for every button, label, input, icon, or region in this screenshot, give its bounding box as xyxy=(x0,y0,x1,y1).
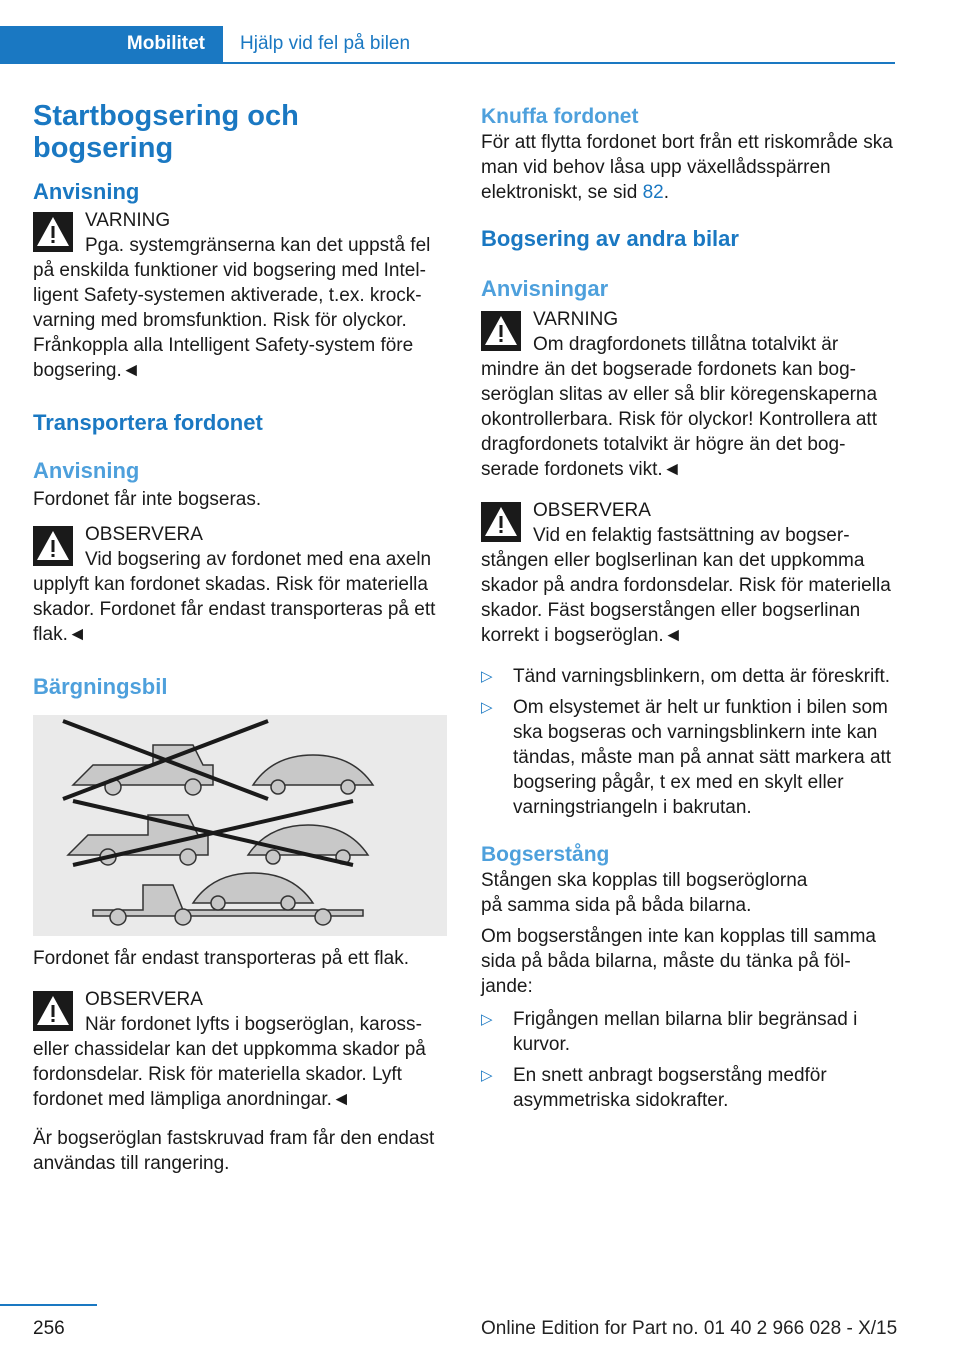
right-column xyxy=(481,104,895,1113)
caution-label: OBSERVERA xyxy=(533,500,651,521)
chapter-tab-bar xyxy=(0,26,895,64)
caution-block-3 xyxy=(481,498,895,648)
warning-triangle-icon xyxy=(481,502,521,542)
list-item xyxy=(481,1063,895,1113)
anvisningar-heading: Anvisningar xyxy=(481,276,609,301)
caution-label: OBSERVERA xyxy=(85,524,203,545)
warning-triangle-icon xyxy=(33,526,73,566)
warning-label: VARNING xyxy=(533,309,619,330)
bullet-list xyxy=(481,664,895,820)
knuffa-heading: Knuffa fordonet xyxy=(481,105,639,128)
caution-label: OBSERVERA xyxy=(85,989,203,1010)
bogserstang-text-2: Om bogserstången inte kan kopplas till samma sida på båda bilarna, måste du tänka på följande: xyxy=(481,926,876,997)
list-item xyxy=(481,664,895,689)
caution-block-2 xyxy=(33,987,447,1112)
warning-text: Pga. systemgränserna kan det uppstå fel på enskilda funktioner vid bogsering med Intelligent Safety-systemen aktiverade, t.ex. krockvarning med bromsfunktion. Risk för olyckor. Frånkoppla alla Intelligent Safety-system före bogsering.◄ xyxy=(33,235,431,381)
caution-block xyxy=(33,522,447,647)
anvisning-subheading: Anvisning xyxy=(33,458,140,483)
edition-note: Online Edition for Part no. 01 40 2 966 028 - X/15 xyxy=(481,1318,898,1339)
list-item-text: Tänd varningsblinkern, om detta är föreskrift. xyxy=(513,666,891,687)
list-item-text: Frigången mellan bilarna blir begränsad i kurvor. xyxy=(513,1009,858,1055)
transport-heading: Transportera fordonet xyxy=(33,410,263,435)
anvisning-heading: Anvisning xyxy=(33,179,140,204)
final-paragraph: Är bogseröglan fastskruvad fram får den endast användas till rangering. xyxy=(33,1128,435,1174)
bogserstang-heading: Bogserstång xyxy=(481,843,610,866)
triangle-bullet-icon: ▷ xyxy=(481,1011,493,1028)
triangle-bullet-icon: ▷ xyxy=(481,1067,493,1084)
knuffa-text-body: För att flytta fordonet bort från ett riskområde ska man vid behov låsa upp växellådsspärren elektroniskt, se sid xyxy=(481,132,893,203)
warning-triangle-icon xyxy=(33,991,73,1031)
warning-block-2 xyxy=(481,307,895,482)
warning-label: VARNING xyxy=(85,210,171,231)
caution-text: När fordonet lyfts i bogseröglan, karosseller chassidelar kan det uppkomma skador på fordonsdelar. Risk för materiella skador. Lyft fordonet med lämpliga anordningar.◄ xyxy=(33,1014,426,1110)
towing-illustration xyxy=(33,715,447,936)
warning-triangle-icon xyxy=(481,311,521,351)
knuffa-text-end: . xyxy=(663,182,669,203)
tow-truck-illustration xyxy=(33,715,447,936)
list-item-text: Om elsystemet är helt ur funktion i bilen som ska bogseras och varningsblinkern inte kan tändas, måste man på annat sätt markera att bogsering pågår, t ex med en skylt eller varningstriangeln i bakrutan. xyxy=(513,697,892,818)
bogsering-heading: Bogsering av andra bilar xyxy=(481,226,739,251)
bullet-list-2 xyxy=(481,1007,895,1113)
warning-block xyxy=(33,208,447,383)
caution-text: Vid bogsering av fordonet med ena axeln upplyft kan fordonet skadas. Risk för materiella skador. Fordonet får endast transporteras på ett flak.◄ xyxy=(33,549,436,645)
warning-text: Om dragfordonets tillåtna totalvikt är mindre än det bogserade fordonets kan bogseröglan slitas av eller så blir köregenskaperna okontrollerbara. Risk för olyckor! Kontrollera att dragfordonets totalvikt är högre än det bogserade fordonets vikt.◄ xyxy=(481,334,878,480)
figure-caption: Fordonet får endast transporteras på ett flak. xyxy=(33,948,409,969)
footer-rule xyxy=(0,1304,97,1306)
transport-text: Fordonet får inte bogseras. xyxy=(33,489,262,510)
list-item xyxy=(481,695,895,820)
caution-text: Vid en felaktig fastsättning av bogserstången eller boglserlinan kan det uppkomma skador på andra fordonsdelar. Risk för materiella skador. Fäst bogserstången eller bogserlinan korrekt i bogseröglan.◄ xyxy=(481,525,891,646)
bogserstang-text: Stången ska kopplas till bogseröglorna på samma sida på båda bilarna. xyxy=(481,870,808,916)
list-item-text: En snett anbragt bogserstång medför asymmetriska sidokrafter. xyxy=(513,1065,827,1111)
tab-mobilitet[interactable]: Mobilitet xyxy=(0,26,223,62)
bargningsbil-heading: Bärgningsbil xyxy=(33,674,168,699)
warning-triangle-icon xyxy=(33,212,73,252)
tab-hjalp-vid-fel[interactable]: Hjälp vid fel på bilen xyxy=(240,33,411,54)
list-item xyxy=(481,1007,895,1057)
triangle-bullet-icon: ▷ xyxy=(481,699,493,716)
left-column xyxy=(33,100,447,1176)
section-title: Startbogsering och bogsering xyxy=(33,100,299,164)
knuffa-text xyxy=(481,130,895,205)
page-number: 256 xyxy=(33,1318,65,1339)
page-link-82[interactable]: 82 xyxy=(642,182,664,203)
triangle-bullet-icon: ▷ xyxy=(481,668,493,685)
